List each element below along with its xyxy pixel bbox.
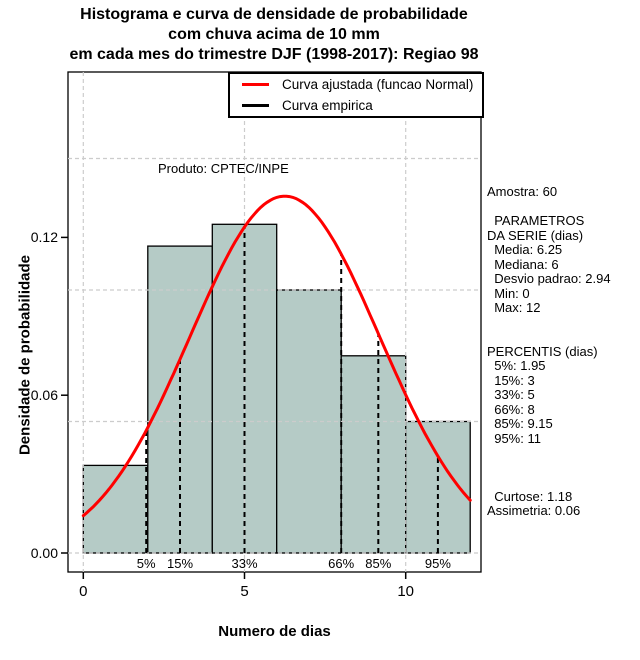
y-tick-label: 0.12 xyxy=(30,229,58,246)
stats-line xyxy=(487,200,640,215)
fitted-curve-line-swatch xyxy=(242,83,269,86)
percentile-label: 33% xyxy=(231,556,258,571)
stats-line xyxy=(487,330,640,345)
legend-box xyxy=(228,72,484,118)
stats-line: DA SERIE (dias) xyxy=(487,227,584,243)
percentile-label: 15% xyxy=(166,556,194,571)
stats-line: Min: 0 xyxy=(487,285,530,301)
stats-line xyxy=(487,446,640,461)
stats-line: Curtose: 1.18 xyxy=(487,488,573,504)
y-axis-title: Densidade de probabilidade xyxy=(16,254,34,456)
stats-line: Desvio padrao: 2.94 xyxy=(487,271,611,286)
stats-line: Media: 6.25 xyxy=(487,242,563,257)
stats-line: 85%: 9.15 xyxy=(487,416,553,431)
x-tick-label: 5 xyxy=(240,583,249,600)
x-tick-label: 0 xyxy=(79,583,88,600)
stats-line: 5%: 1.95 xyxy=(487,358,546,373)
percentile-label: 66% xyxy=(328,556,355,571)
x-axis-title: Numero de dias xyxy=(218,623,331,640)
y-tick-label: 0.00 xyxy=(30,545,58,561)
percentile-label: 5% xyxy=(136,556,156,571)
legend-item-fitted-curve xyxy=(242,76,482,93)
histogram-bar xyxy=(341,356,406,553)
y-tick-label: 0.06 xyxy=(30,387,58,404)
stats-line: 33%: 5 xyxy=(487,387,535,402)
stats-line: 15%: 3 xyxy=(487,372,535,388)
stats-line xyxy=(487,461,640,476)
chart-title-line3: em cada mes do trimestre DJF (1998-2017): Regiao 98 xyxy=(69,46,479,63)
percentile-label: 95% xyxy=(424,556,451,571)
legend-label: Curva ajustada (funcao Normal) xyxy=(282,77,474,92)
stats-line: Assimetria: 0.06 xyxy=(487,503,581,518)
statistics-panel xyxy=(487,185,640,519)
stats-line: Amostra: 60 xyxy=(487,184,558,199)
legend-label: Curva empirica xyxy=(282,98,373,113)
empirical-curve-line-swatch xyxy=(242,104,269,107)
stats-line: 95%: 11 xyxy=(487,430,541,446)
stats-line xyxy=(487,316,640,331)
x-tick-label: 10 xyxy=(397,583,415,600)
stats-line: 66%: 8 xyxy=(487,401,535,417)
stats-line: Max: 12 xyxy=(487,300,541,315)
chart-title-line1: Histograma e curva de densidade de probabilidade xyxy=(80,6,468,23)
stats-line xyxy=(487,475,640,490)
chart-title-line2: com chuva acima de 10 mm xyxy=(168,26,380,43)
stats-line: Mediana: 6 xyxy=(487,256,559,272)
stats-line: PERCENTIS (dias) xyxy=(487,343,598,359)
stats-line: PARAMETROS xyxy=(487,213,585,228)
source-annotation: Produto: CPTEC/INPE xyxy=(158,161,289,176)
legend-item-empirical-curve xyxy=(242,97,482,114)
percentile-label: 85% xyxy=(365,556,392,571)
